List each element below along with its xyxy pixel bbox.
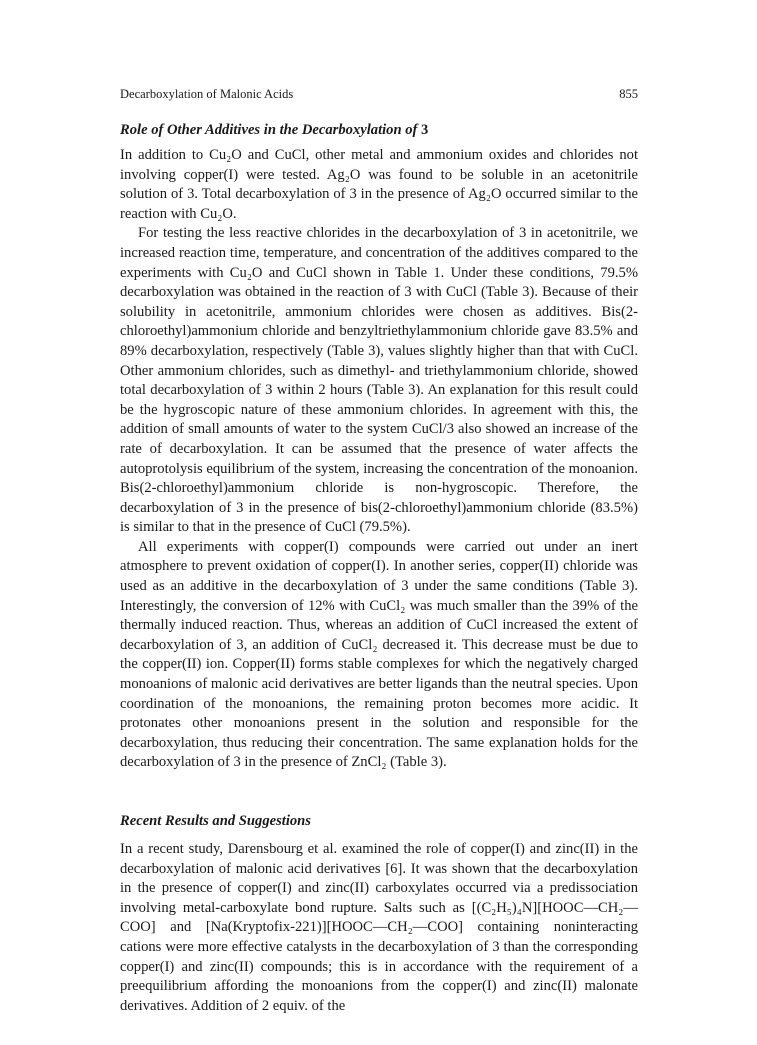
paragraph-copper-chloride: All experiments with copper(I) compounds were carried out under an inert atmosphere to prevent oxidation of copper(I). In another series, copper(II) chloride was used as an additive in the decarboxylation of 3 under the same conditions (Table 3). Interestingly, the conversion of 12% with CuCl₂ was much smaller than the 39% of the thermally induced reaction. Thus, whereas an addition of CuCl increased the extent of decarboxylation of 3, an addition of CuCl₂ decreased it. This decrease must be due to the copper(II) ion. Copper(II) forms stable complexes for which the negatively charged monoanions of malonic acid derivatives are better ligands than the neutral species. Upon coordination of the monoanions, the remaining proton becomes more acidic. It protonates other monoanions present in the solution and responsible for the decarboxylation, thus reducing their concentration. The same explanation holds for the decarboxylation of 3 in the presence of ZnCl₂ (Table 3). [120,538,638,771]
paragraph-chlorides: For testing the less reactive chlorides in the decarboxylation of 3 in acetonitrile, we increased reaction time, temperature, and concentration of the additives compared to the experiments with Cu₂O and CuCl shown in Table 1. Under these conditions, 79.5% decarboxylation was obtained in the reaction of 3 with CuCl (Table 3). Because of their solubility in acetonitrile, ammonium chlorides were chosen as additives. Bis(2-chloroethyl)ammonium chloride and benzyltriethylammonium chloride gave 83.5% and 89% decarboxylation, respectively (Table 3), values slightly higher than that with CuCl. Other ammonium chlorides, such as dimethyl- and triethylammonium chloride, showed total decarboxylation of 3 within 2 hours (Table 3). An explanation for this result could be the hygroscopic nature of these ammonium chlorides. In agreement with this, the addition of small amounts of water to the system CuCl/3 also showed an increase of the rate of decarboxylation. It can be assumed that the presence of water affects the autoprotolysis equilibrium of the system, increasing the concentration of the monoanion. Bis(2-chloroethyl)ammonium chloride is non-hygroscopic. Therefore, the decarboxylation of 3 in the presence of bis(2-chloroethyl)ammonium chloride (83.5%) is similar to that in the presence of CuCl (79.5%). [120,225,638,536]
journal-page [120,86,638,1016]
running-head [120,86,638,102]
section-heading-recent-results: Recent Results and Suggestions [120,813,311,829]
section-spacer [120,773,638,811]
section-heading-compound: 3 [421,122,429,138]
running-head-title: Decarboxylation of Malonic Acids [120,87,294,101]
section-heading-additives [120,120,638,140]
section-heading-text: Role of Other Additives in the Decarboxylation of [120,122,422,138]
paragraph-recent-study: In a recent study, Darensbourg et al. examined the role of copper(I) and zinc(II) in the decarboxylation of malonic acid derivatives [6]. It was shown that the decarboxylation in the presence of copper(I) and zinc(II) carboxylates occurred via a predissociation involving metal-carboxylate bond rupture. Salts such as [(C₂H₅)₄N][HOOC—CH₂—COO] and [Na(Kryptofix-221)][HOOC—CH₂—COO] containing noninteracting cations were more effective catalysts in the decarboxylation of 3 than the corresponding copper(I) and zinc(II) compounds; this is in accordance with the requirement of a preequilibrium affording the monoanions from the copper(I) and zinc(II) malonate derivatives. Addition of 2 equiv. of the [120,841,638,1014]
page-number: 855 [619,87,638,101]
paragraph-additives-intro: In addition to Cu₂O and CuCl, other metal and ammonium oxides and chlorides not involving copper(I) were tested. Ag₂O was found to be soluble in an acetonitrile solution of 3. Total decarboxylation of 3 in the presence of Ag₂O occurred similar to the reaction with Cu₂O. [120,147,638,222]
